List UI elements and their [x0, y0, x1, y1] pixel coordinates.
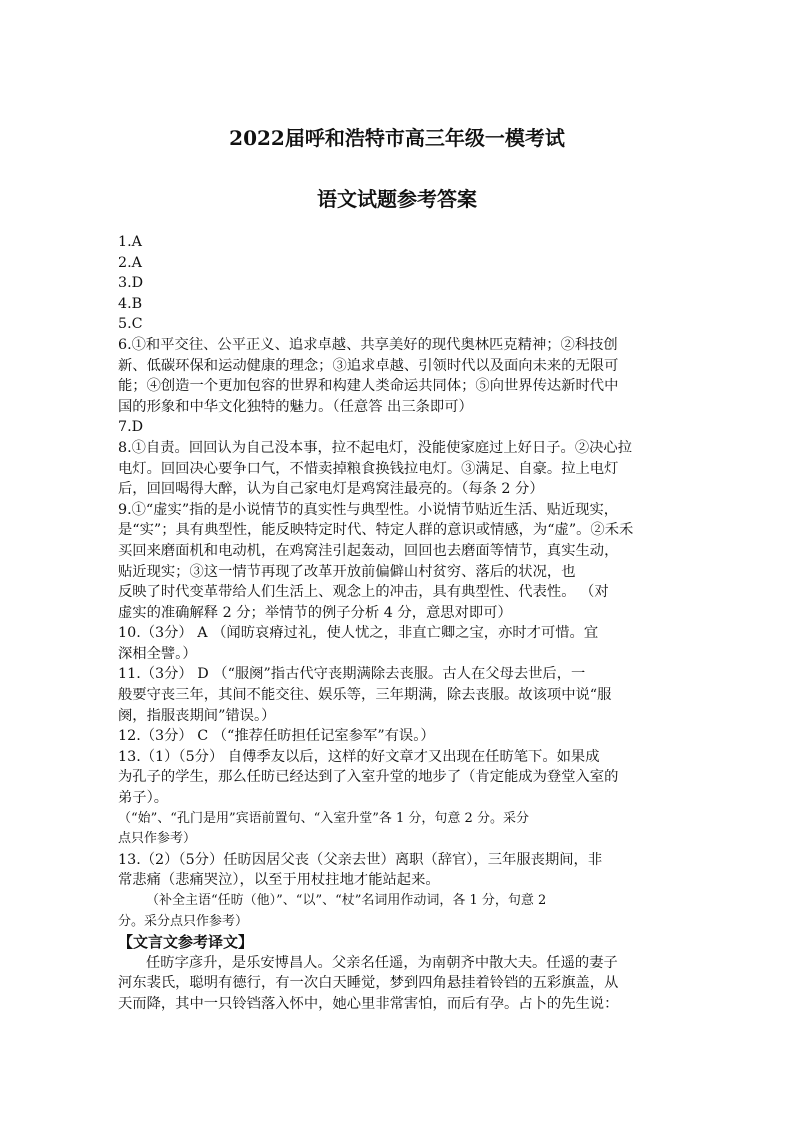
scoring-note-line: 分。采分点只作参考） [118, 913, 249, 929]
document-title: 2022届呼和浩特市高三年级一模考试 [229, 126, 565, 150]
answer-line: 买回来磨面机和电动机，在鸡窝洼引起轰动，回回也去磨面等情节，真实生动， [118, 542, 619, 559]
answer-body [118, 232, 690, 1015]
document-subtitle: 语文试题参考答案 [317, 187, 477, 211]
answer-line: 阕，指服丧期间”错误。） [118, 707, 276, 724]
answer-line: 贴近现实；③这一情节再现了改革开放前偏僻山村贫穷、落后的状况，也 [118, 563, 576, 580]
answer-line: 13.（1）（5分） 自傅季友以后，这样的好文章才又出现在任昉笔下。如果成 [118, 748, 600, 765]
answer-line: 能；④创造一个更加包容的世界和构建人类命运共同体；⑤向世界传达新时代中 [118, 378, 619, 395]
answer-line: 新、低碳环保和运动健康的理念；③追求卓越、引领时代以及面向未来的无限可 [118, 357, 619, 374]
answer-line: 11.（3分） D （“服阕”指古代守丧期满除去丧服。古人在父母去世后，一 [118, 666, 586, 683]
translation-line: 天而降，其中一只铃铛落入怀中，她心里非常害怕，而后有孕。占卜的先生说： [118, 995, 619, 1012]
answer-line: 8.①自责。回回认为自己没本事，拉不起电灯，没能使家庭过上好日子。②决心拉 [118, 439, 633, 456]
answer-line: 弟子）。 [118, 790, 169, 807]
answer-line: 是“实”；具有典型性，能反映特定时代、特定人群的意识或情感，为“虚”。②禾禾 [118, 522, 634, 539]
scoring-note-line: 点只作参考） [118, 831, 197, 847]
answer-line: 12.（3分） C （“推荐任昉担任记室参军”有误。） [118, 728, 435, 745]
translation-line: 任昉字彦升，是乐安博昌人。父亲名任遥，为南朝齐中散大夫。任遥的妻子 [146, 954, 618, 971]
answer-line: 电灯。回回决心要争口气，不惜卖掉粮食换钱拉电灯。③满足、自豪。拉上电灯 [118, 460, 619, 477]
answer-line: 5.C [118, 316, 143, 333]
answer-line: 后，回回喝得大醉，认为自己家电灯是鸡窝洼最亮的。（每条 2 分） [118, 481, 544, 498]
answer-line: 深相全譬。） [118, 645, 197, 662]
translation-line: 河东裴氏，聪明有德行，有一次白天睡觉，梦到四角悬挂着铃铛的五彩旗盖，从 [118, 975, 619, 992]
answer-line: 常悲痛（悲痛哭泣），以至于用杖拄地才能站起来。 [118, 872, 440, 889]
answer-line: 9.①“虚实”指的是小说情节的真实性与典型性。小说情节贴近生活、贴近现实， [118, 501, 619, 518]
answer-line: 反映了时代变革带给人们生活上、观念上的冲击，具有典型性、代表性。 （对 [118, 584, 609, 601]
answer-line: 4.B [118, 295, 143, 312]
scoring-note-line: （补全主语“任昉（他）”、“以”、“杖”名词用作动词，各 1 分，句意 2 [146, 893, 547, 908]
answer-line: 6.①和平交往、公平正义、追求卓越、共享美好的现代奥林匹克精神；②科技创 [118, 336, 618, 353]
answer-line: 10.（3分） A （闻昉哀瘠过礼，使人忧之，非直亡卿之宝，亦时才可惜。宜 [118, 625, 599, 642]
answer-line: 13.（2）（5分）任昉因居父丧（父亲去世）离职（辞官），三年服丧期间，非 [118, 851, 603, 868]
answer-line: 虚实的准确解释 2 分；举情节的例子分析 4 分，意思对即可） [118, 604, 512, 621]
answer-line: 3.D [118, 275, 144, 292]
answer-line: 1.A [118, 234, 142, 250]
answer-line: 2.A [118, 254, 142, 271]
answer-line: 般要守丧三年，其间不能交往、娱乐等，三年期满，除去丧服。故该项中说“服 [118, 687, 612, 704]
translation-heading: 【文言文参考译文】 [118, 933, 254, 952]
answer-line: 为孔子的学生，那么任昉已经达到了入室升堂的地步了（肯定能成为登堂入室的 [118, 769, 619, 786]
answer-line: 7.D [118, 419, 144, 436]
scoring-note-line: （“始”、“孔门是用”宾语前置句、“入室升堂”各 1 分，句意 2 分。采分 [118, 810, 529, 826]
answer-line: 国的形象和中华文化独特的魅力。（任意答 出三条即可） [118, 398, 473, 415]
